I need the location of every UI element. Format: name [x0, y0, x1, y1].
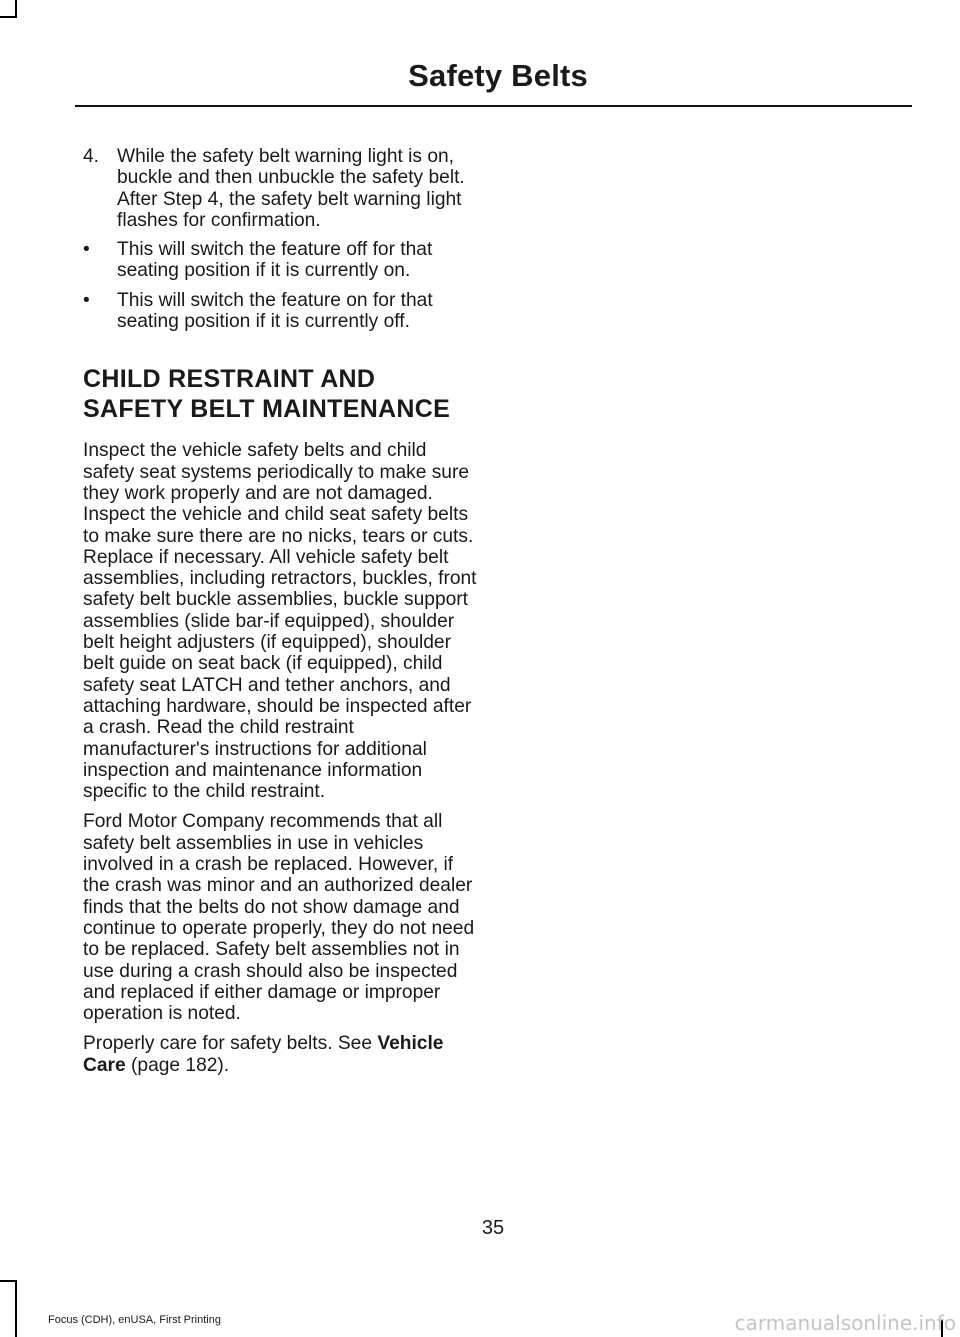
list-item [83, 146, 478, 231]
body-paragraph: Inspect the vehicle safety belts and child safety seat systems periodically to make sure they work properly and are not damaged. Inspect the vehicle and child seat safety belts to make sure there are no nicks, tears or cuts. Replace if necessary. All vehicle safety belt assemblies, including retractors, buckles, front safety belt buckle assemblies, buckle support assemblies (slide bar-if equipped), shoulder belt height adjusters (if equipped), shoulder belt guide on seat back (if equipped), child safety seat LATCH and tether anchors, and attaching hardware, should be inspected after a crash. Read the child restraint manufacturer's instructions for additional inspection and maintenance information specific to the child restraint. [83, 440, 477, 803]
page-title: Safety Belts [408, 58, 588, 93]
crop-mark [0, 16, 17, 18]
edition-note: Focus (CDH), enUSA, First Printing [48, 1314, 221, 1326]
list-item [83, 290, 478, 333]
section-heading-line: CHILD RESTRAINT AND [83, 365, 376, 394]
paragraph-text: Properly care for safety belts. See [83, 1033, 378, 1055]
list-marker: 4. [83, 146, 100, 167]
content-column [83, 146, 478, 1085]
crop-mark [15, 0, 17, 16]
section-heading-line: SAFETY BELT MAINTENANCE [83, 395, 451, 424]
list-item-text: This will switch the feature off for that seating position if it is currently on. [117, 239, 433, 282]
page-number: 35 [481, 1217, 505, 1239]
bullet-marker: • [83, 289, 90, 311]
page-reference: (page 182). [125, 1054, 230, 1076]
list-item [83, 239, 478, 282]
vehicle-care-link[interactable]: Vehicle Care [83, 1033, 444, 1076]
body-paragraph [83, 1033, 478, 1076]
crop-mark [15, 1280, 17, 1337]
watermark: carmanualsonline.info [734, 1311, 956, 1335]
header-divider [75, 105, 912, 107]
bullet-marker: • [83, 239, 90, 261]
section-heading [83, 364, 478, 424]
list-item-text: While the safety belt warning light is on, buckle and then unbuckle the safety belt. After Step 4, the safety belt warning light flashes for confirmation. [117, 146, 465, 231]
body-paragraph: Ford Motor Company recommends that all safety belt assemblies in use in vehicles involved in a crash be replaced. However, if the crash was minor and an authorized dealer finds that the belts do not show damage and continue to operate properly, they do not need to be replaced. Safety belt assemblies not in use during a crash should also be inspected and replaced if either damage or improper operation is noted. [83, 811, 475, 1025]
list-item-text: This will switch the feature on for that seating position if it is currently off. [117, 289, 433, 333]
crop-mark [0, 1280, 17, 1282]
